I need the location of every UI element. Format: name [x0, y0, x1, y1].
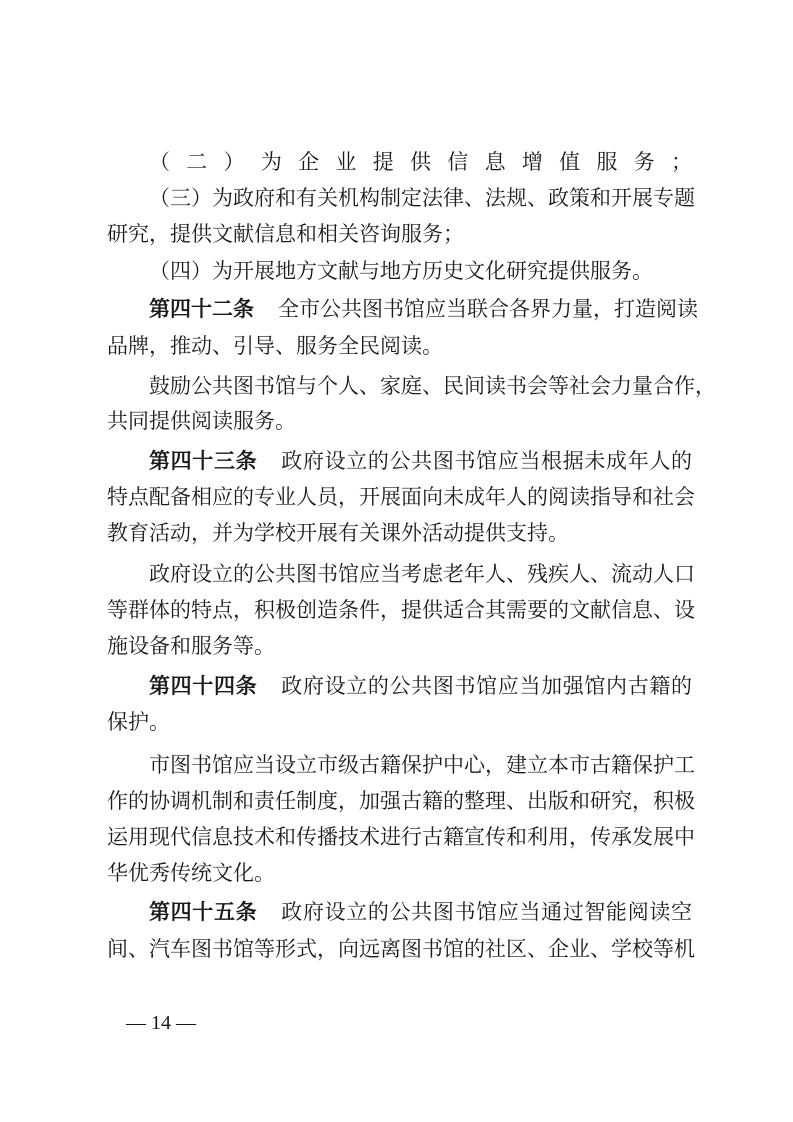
article-44-heading: 第四十四条: [149, 674, 258, 698]
article-45-heading: 第四十五条: [149, 900, 258, 924]
text-line: 施设备和服务等。: [107, 634, 275, 658]
text-line: 保护。: [107, 710, 170, 734]
text-line: 等群体的特点，积极创造条件，提供适合其需要的文献信息、设: [107, 598, 695, 622]
article-44-line: 第四十四条 政府设立的公共图书馆应当加强馆内古籍的: [149, 674, 693, 698]
article-42-heading: 第四十二条: [149, 297, 254, 321]
text-line: （四）为开展地方文献与地方历史文化研究提供服务。: [149, 259, 653, 283]
text-line: 鼓励公共图书馆与个人、家庭、民间读书会等社会力量合作，: [149, 374, 716, 398]
text-line: 间、汽车图书馆等形式，向远离图书馆的社区、企业、学校等机: [107, 937, 695, 961]
text-line: 华优秀传统文化。: [107, 861, 275, 885]
article-43-line: 第四十三条 政府设立的公共图书馆应当根据未成年人的: [149, 449, 693, 473]
text-line: 研究，提供文献信息和相关咨询服务；: [107, 222, 464, 246]
text-line: 作的协调机制和责任制度，加强古籍的整理、出版和研究，积极: [107, 789, 695, 813]
text-line: 品牌，推动、引导、服务全民阅读。: [107, 334, 443, 358]
text-line: 政府设立的公共图书馆应当考虑老年人、残疾人、流动人口: [149, 562, 695, 586]
text-line: （二）为企业提供信息增值服务；: [149, 150, 692, 174]
text-line: 运用现代信息技术和传播技术进行古籍宣传和利用，传承发展中: [107, 825, 695, 849]
article-42-line: 第四十二条 全市公共图书馆应当联合各界力量，打造阅读: [149, 297, 698, 321]
text-line: 特点配备相应的专业人员，开展面向未成年人的阅读指导和社会: [107, 485, 695, 509]
text-line: 共同提供阅读服务。: [107, 409, 296, 433]
text-line: 教育活动，并为学校开展有关课外活动提供支持。: [107, 521, 569, 545]
text-line: 市图书馆应当设立市级古籍保护中心，建立本市古籍保护工: [149, 753, 695, 777]
page-number: — 14 —: [126, 1012, 196, 1034]
article-43-heading: 第四十三条: [149, 449, 258, 473]
article-45-line: 第四十五条 政府设立的公共图书馆应当通过智能阅读空: [149, 900, 693, 924]
text-line: （三）为政府和有关机构制定法律、法规、政策和开展专题: [149, 186, 695, 210]
